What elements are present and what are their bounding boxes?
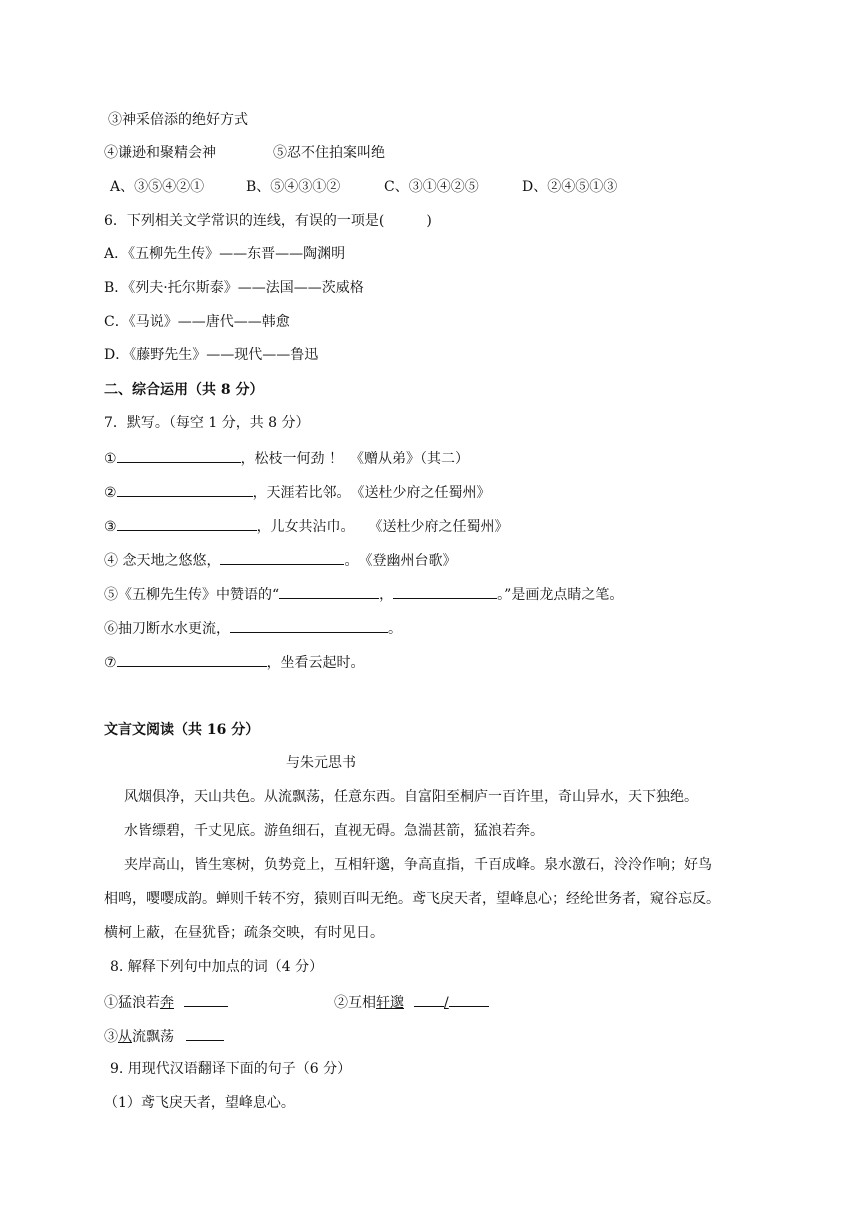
q7-item-4: ④ 念天地之悠悠， 。 《登幽州台歌》	[104, 549, 456, 571]
q5-option-a: A、③⑤④②①	[110, 179, 205, 195]
section2-title: 二、综合运用（共 8 分）	[104, 382, 264, 398]
q8-stem: 8. 解释下列句中加点的词（4 分）	[110, 959, 324, 975]
q5-option-c: C、③①④②⑤	[384, 179, 479, 195]
answer-blank[interactable]	[186, 1025, 224, 1041]
q8-word-cong: 从	[118, 1029, 132, 1045]
passage-title: 与朱元思书	[286, 755, 356, 771]
q5-option-d: D、②④⑤①③	[522, 179, 618, 195]
q5-option-b: B、⑤④③①②	[246, 179, 341, 195]
q8-word-xuanmiao: 轩邈	[376, 995, 404, 1011]
q5-item-5: ⑤忍不住拍案叫绝	[273, 145, 385, 161]
q9-stem: 9. 用现代汉语翻译下面的句子（6 分）	[110, 1061, 352, 1077]
section3-title: 文言文阅读（共 16 分）	[104, 722, 260, 738]
answer-blank[interactable]	[117, 651, 267, 667]
answer-blank[interactable]	[279, 583, 379, 599]
passage-paragraph-3-line-1: 夹岸高山，皆生寒树，负势竞上，互相轩邈，争高直指，千百成峰。泉水激石，泠泠作响；好鸟	[124, 857, 712, 873]
q5-line2	[104, 143, 385, 163]
answer-blank[interactable]	[184, 991, 228, 1007]
q6-option-d: D．《藤野先生》——现代——鲁迅	[104, 347, 319, 363]
q9-item-1: （1）鸢飞戾天者，望峰息心。	[104, 1095, 295, 1111]
q5-item-4: ④谦逊和聚精会神	[104, 145, 216, 161]
q8-word-ben: 奔	[160, 995, 174, 1011]
passage-paragraph-3-line-2: 相鸣，嘤嘤成韵。蝉则千转不穷，猿则百叫无绝。鸢飞戾天者，望峰息心；经纶世务者，窥谷忘反。	[104, 891, 720, 907]
q7-stem: 7．默写。（每空 1 分，共 8 分）	[104, 415, 310, 431]
q8-items-row2: ③从流飘荡	[104, 1025, 224, 1047]
q7-item-3: ③ ，儿女共沾巾。 《送杜少府之任蜀州》	[104, 515, 509, 537]
answer-blank[interactable]	[414, 991, 444, 1007]
answer-blank[interactable]	[117, 481, 253, 497]
q7-item-2: ② ，天涯若比邻。 《送杜少府之任蜀州》	[104, 481, 491, 503]
answer-blank[interactable]	[117, 447, 241, 463]
answer-blank[interactable]	[117, 515, 257, 531]
q6-option-c: C．《马说》——唐代——韩愈	[104, 314, 290, 330]
q6-option-b: B．《列夫·托尔斯泰》——法国——茨威格	[104, 280, 364, 296]
q7-item-1: ① ，松枝一何劲 ！ 《赠从弟》（其二）	[104, 447, 469, 469]
q7-item-5: ⑤《五柳先生传》中赞语的“ ， 。”是画龙点睛之笔。	[104, 583, 623, 605]
q7-item-7: ⑦ ，坐看云起时。	[104, 651, 365, 673]
q8-items-row1: ①猛浪若奔 ②互相轩邈 /	[104, 991, 489, 1013]
q5-options	[110, 177, 617, 197]
q5-line1: ③神采倍添的绝好方式	[108, 112, 248, 128]
q7-item-6: ⑥抽刀断水水更流， 。	[104, 617, 402, 639]
answer-blank[interactable]	[230, 617, 388, 633]
passage-paragraph-3-line-3: 横柯上蔽，在昼犹昏；疏条交映，有时见日。	[104, 925, 384, 941]
passage-paragraph-1: 风烟俱净，天山共色。从流飘荡，任意东西。自富阳至桐庐一百许里，奇山异水，天下独绝。	[124, 789, 698, 805]
q6-option-a: A．《五柳先生传》——东晋——陶渊明	[104, 246, 346, 262]
answer-blank[interactable]	[449, 991, 489, 1007]
q6-stem: 6．下列相关文学常识的连线，有误的一项是( )	[104, 213, 432, 229]
passage-paragraph-2: 水皆缥碧，千丈见底。游鱼细石，直视无碍。急湍甚箭，猛浪若奔。	[124, 823, 544, 839]
answer-blank[interactable]	[393, 583, 497, 599]
answer-blank[interactable]	[220, 549, 344, 565]
